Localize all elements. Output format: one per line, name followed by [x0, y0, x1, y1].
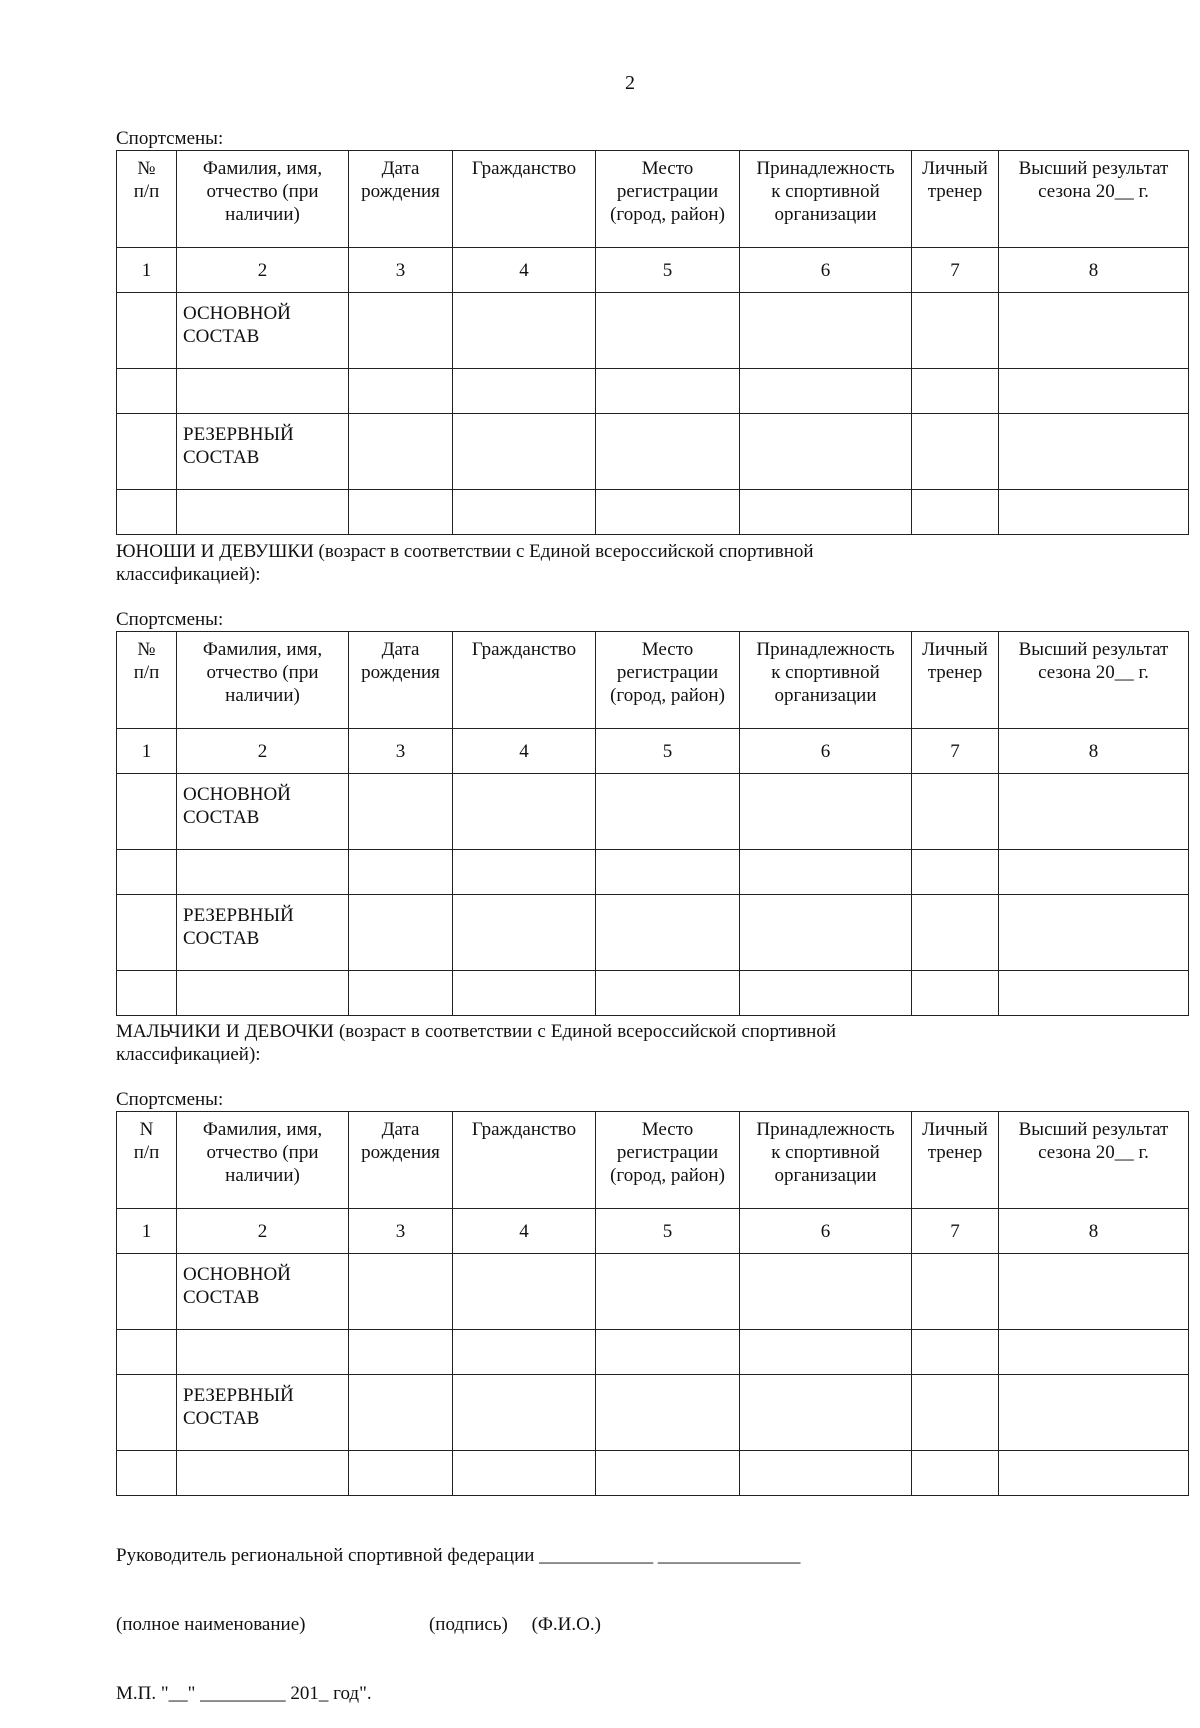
column-number: 8 — [999, 729, 1189, 774]
empty-cell[interactable] — [596, 850, 740, 895]
empty-cell[interactable] — [596, 1330, 740, 1375]
empty-cell[interactable] — [349, 1330, 453, 1375]
column-header-full-name: Фамилия, имя, отчество (при наличии) — [177, 1112, 349, 1209]
stamp-date-line: М.П. "__" _________ 201_ год". — [116, 1683, 372, 1704]
column-header-best-result: Высший результат сезона 20__ г. — [999, 632, 1189, 729]
column-header-full-name: Фамилия, имя, отчество (при наличии) — [177, 151, 349, 248]
empty-cell[interactable] — [596, 1254, 740, 1330]
column-number: 8 — [999, 1209, 1189, 1254]
empty-cell[interactable] — [999, 293, 1189, 369]
athletes-table — [116, 631, 1189, 1016]
column-header-coach: Личный тренер — [912, 151, 999, 248]
empty-cell[interactable] — [349, 774, 453, 850]
column-header-citizenship: Гражданство — [453, 632, 596, 729]
column-number: 2 — [177, 1209, 349, 1254]
column-number: 2 — [177, 729, 349, 774]
empty-cell[interactable] — [740, 293, 912, 369]
juniors-intro: ЮНОШИ И ДЕВУШКИ (возраст в соответствии с Единой всероссийской спортивной классификацией): — [116, 541, 814, 585]
column-header-organization: Принадлежность к спортивной организации — [740, 1112, 912, 1209]
empty-cell[interactable] — [596, 1451, 740, 1496]
column-header-best-result: Высший результат сезона 20__ г. — [999, 1112, 1189, 1209]
children-intro: МАЛЬЧИКИ И ДЕВОЧКИ (возраст в соответствии с Единой всероссийской спортивной классификацией): — [116, 1021, 836, 1065]
athletes-label: Спортсмены: — [116, 128, 224, 149]
athletes-label: Спортсмены: — [116, 1089, 224, 1110]
empty-cell[interactable] — [177, 850, 349, 895]
empty-cell[interactable] — [117, 774, 177, 850]
column-number: 8 — [999, 248, 1189, 293]
empty-cell[interactable] — [912, 1451, 999, 1496]
empty-cell[interactable] — [999, 414, 1189, 490]
column-number: 5 — [596, 248, 740, 293]
column-number: 3 — [349, 729, 453, 774]
empty-cell[interactable] — [740, 1451, 912, 1496]
empty-cell[interactable] — [596, 414, 740, 490]
column-header-number: № п/п — [117, 151, 177, 248]
empty-cell[interactable] — [117, 369, 177, 414]
empty-cell[interactable] — [117, 1330, 177, 1375]
empty-cell[interactable] — [740, 369, 912, 414]
empty-cell[interactable] — [117, 414, 177, 490]
column-number: 7 — [912, 248, 999, 293]
column-number: 6 — [740, 248, 912, 293]
empty-cell[interactable] — [740, 1330, 912, 1375]
empty-cell[interactable] — [117, 1254, 177, 1330]
empty-cell[interactable] — [999, 1254, 1189, 1330]
column-header-organization: Принадлежность к спортивной организации — [740, 632, 912, 729]
column-header-registration: Место регистрации (город, район) — [596, 632, 740, 729]
column-number: 5 — [596, 1209, 740, 1254]
empty-cell[interactable] — [596, 369, 740, 414]
empty-cell[interactable] — [999, 490, 1189, 535]
reserve-squad-label: РЕЗЕРВНЫЙ СОСТАВ — [177, 895, 349, 971]
column-header-birth-date: Дата рождения — [349, 632, 453, 729]
empty-cell[interactable] — [453, 774, 596, 850]
empty-cell[interactable] — [453, 850, 596, 895]
empty-cell[interactable] — [999, 369, 1189, 414]
column-number: 5 — [596, 729, 740, 774]
column-number: 6 — [740, 729, 912, 774]
column-number: 2 — [177, 248, 349, 293]
column-number: 3 — [349, 248, 453, 293]
empty-cell[interactable] — [596, 895, 740, 971]
empty-cell[interactable] — [453, 414, 596, 490]
empty-cell[interactable] — [912, 490, 999, 535]
empty-cell[interactable] — [999, 1375, 1189, 1451]
empty-cell[interactable] — [349, 850, 453, 895]
column-header-number: № п/п — [117, 632, 177, 729]
signature-captions: (полное наименование) (подпись) (Ф.И.О.) — [116, 1614, 601, 1635]
empty-cell[interactable] — [349, 1451, 453, 1496]
empty-cell[interactable] — [349, 1375, 453, 1451]
empty-cell[interactable] — [912, 850, 999, 895]
empty-cell[interactable] — [912, 293, 999, 369]
empty-cell[interactable] — [740, 1254, 912, 1330]
empty-cell[interactable] — [912, 774, 999, 850]
empty-cell[interactable] — [349, 971, 453, 1016]
empty-cell[interactable] — [596, 490, 740, 535]
empty-cell[interactable] — [999, 850, 1189, 895]
empty-cell[interactable] — [740, 774, 912, 850]
empty-cell[interactable] — [453, 490, 596, 535]
empty-cell[interactable] — [453, 1375, 596, 1451]
empty-cell[interactable] — [453, 1254, 596, 1330]
empty-cell[interactable] — [349, 369, 453, 414]
empty-cell[interactable] — [912, 895, 999, 971]
reserve-squad-label: РЕЗЕРВНЫЙ СОСТАВ — [177, 414, 349, 490]
empty-cell[interactable] — [912, 971, 999, 1016]
empty-cell[interactable] — [912, 414, 999, 490]
column-number: 1 — [117, 248, 177, 293]
column-header-birth-date: Дата рождения — [349, 1112, 453, 1209]
empty-cell[interactable] — [912, 1254, 999, 1330]
column-number: 3 — [349, 1209, 453, 1254]
empty-cell[interactable] — [177, 1330, 349, 1375]
column-header-coach: Личный тренер — [912, 1112, 999, 1209]
column-header-organization: Принадлежность к спортивной организации — [740, 151, 912, 248]
empty-cell[interactable] — [912, 1375, 999, 1451]
empty-cell[interactable] — [912, 1330, 999, 1375]
column-header-citizenship: Гражданство — [453, 1112, 596, 1209]
column-header-best-result: Высший результат сезона 20__ г. — [999, 151, 1189, 248]
column-number: 7 — [912, 729, 999, 774]
empty-cell[interactable] — [177, 490, 349, 535]
empty-cell[interactable] — [453, 895, 596, 971]
empty-cell[interactable] — [453, 369, 596, 414]
empty-cell[interactable] — [596, 971, 740, 1016]
empty-cell[interactable] — [912, 369, 999, 414]
column-number: 1 — [117, 729, 177, 774]
column-number: 6 — [740, 1209, 912, 1254]
column-header-full-name: Фамилия, имя, отчество (при наличии) — [177, 632, 349, 729]
empty-cell[interactable] — [453, 1330, 596, 1375]
empty-cell[interactable] — [117, 490, 177, 535]
empty-cell[interactable] — [117, 293, 177, 369]
signature-block — [116, 1498, 800, 1728]
column-header-coach: Личный тренер — [912, 632, 999, 729]
empty-cell[interactable] — [740, 414, 912, 490]
empty-cell[interactable] — [453, 1451, 596, 1496]
page-number: 2 — [625, 72, 635, 94]
empty-cell[interactable] — [999, 774, 1189, 850]
empty-cell[interactable] — [740, 971, 912, 1016]
column-header-citizenship: Гражданство — [453, 151, 596, 248]
signature-line: Руководитель региональной спортивной федерации ____________ _______________ — [116, 1545, 801, 1566]
empty-cell[interactable] — [596, 774, 740, 850]
empty-cell[interactable] — [177, 1451, 349, 1496]
column-number: 4 — [453, 729, 596, 774]
column-number: 4 — [453, 1209, 596, 1254]
empty-cell[interactable] — [740, 1375, 912, 1451]
empty-cell[interactable] — [349, 895, 453, 971]
empty-cell[interactable] — [117, 1451, 177, 1496]
empty-cell[interactable] — [349, 490, 453, 535]
empty-cell[interactable] — [999, 895, 1189, 971]
reserve-squad-label: РЕЗЕРВНЫЙ СОСТАВ — [177, 1375, 349, 1451]
empty-cell[interactable] — [349, 1254, 453, 1330]
empty-cell[interactable] — [740, 490, 912, 535]
empty-cell[interactable] — [117, 895, 177, 971]
main-squad-label: ОСНОВНОЙ СОСТАВ — [177, 293, 349, 369]
empty-cell[interactable] — [117, 971, 177, 1016]
empty-cell[interactable] — [596, 293, 740, 369]
empty-cell[interactable] — [453, 971, 596, 1016]
empty-cell[interactable] — [999, 971, 1189, 1016]
column-number: 4 — [453, 248, 596, 293]
athletes-label: Спортсмены: — [116, 609, 224, 630]
empty-cell[interactable] — [596, 1375, 740, 1451]
empty-cell[interactable] — [999, 1330, 1189, 1375]
empty-cell[interactable] — [999, 1451, 1189, 1496]
empty-cell[interactable] — [740, 850, 912, 895]
empty-cell[interactable] — [117, 1375, 177, 1451]
empty-cell[interactable] — [117, 850, 177, 895]
empty-cell[interactable] — [349, 414, 453, 490]
athletes-table — [116, 1111, 1189, 1496]
column-number: 1 — [117, 1209, 177, 1254]
column-header-birth-date: Дата рождения — [349, 151, 453, 248]
empty-cell[interactable] — [177, 971, 349, 1016]
main-squad-label: ОСНОВНОЙ СОСТАВ — [177, 1254, 349, 1330]
column-header-number: N п/п — [117, 1112, 177, 1209]
column-number: 7 — [912, 1209, 999, 1254]
column-header-registration: Место регистрации (город, район) — [596, 1112, 740, 1209]
column-header-registration: Место регистрации (город, район) — [596, 151, 740, 248]
main-squad-label: ОСНОВНОЙ СОСТАВ — [177, 774, 349, 850]
empty-cell[interactable] — [740, 895, 912, 971]
empty-cell[interactable] — [453, 293, 596, 369]
empty-cell[interactable] — [349, 293, 453, 369]
athletes-table — [116, 150, 1189, 535]
empty-cell[interactable] — [177, 369, 349, 414]
